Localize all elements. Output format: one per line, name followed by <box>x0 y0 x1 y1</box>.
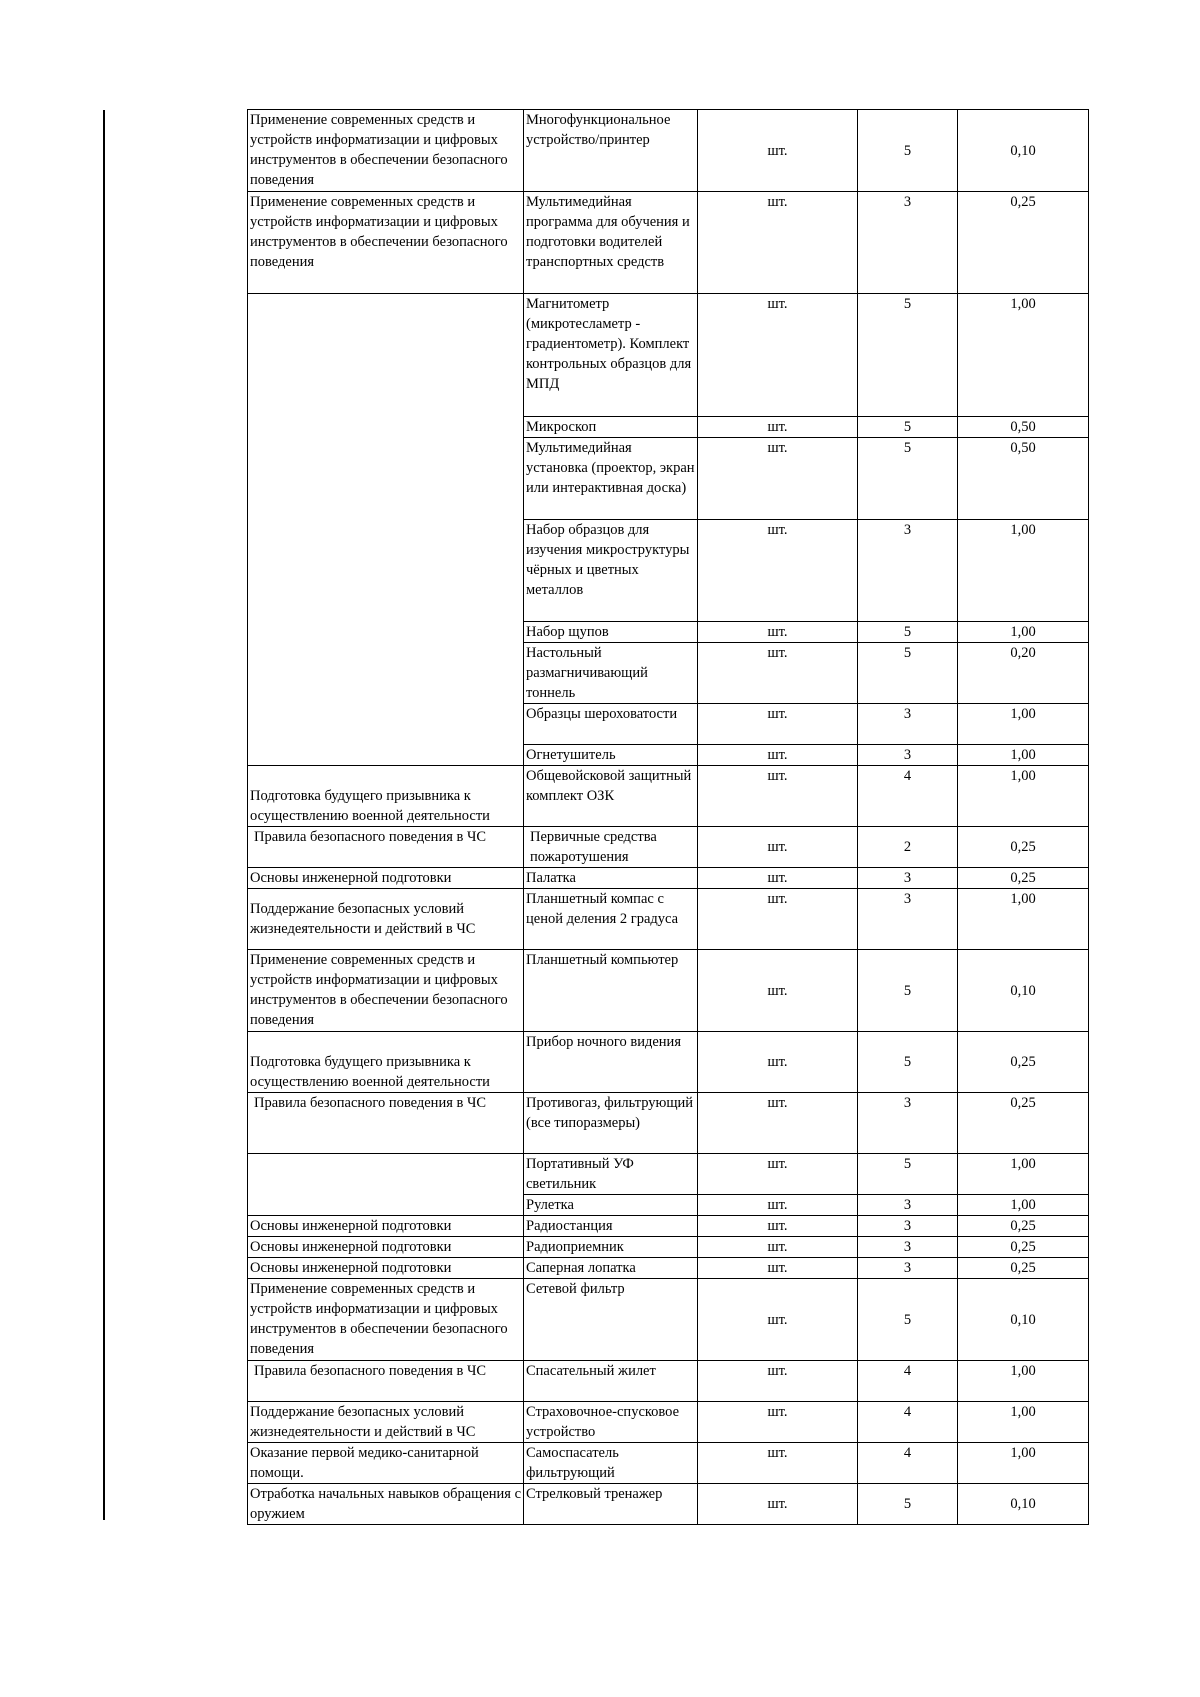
equipment-table <box>247 109 1089 1525</box>
section-cell: Правила безопасного поведения в ЧС <box>248 827 524 868</box>
qty-cell: 2 <box>858 827 958 868</box>
coef-cell: 0,25 <box>958 1093 1089 1154</box>
item-cell: Самоспасатель фильтрующий <box>524 1443 698 1484</box>
section-cell: Правила безопасного поведения в ЧС <box>248 1361 524 1402</box>
item-cell: Первичные средства пожаротушения <box>524 827 698 868</box>
qty-cell: 3 <box>858 745 958 766</box>
unit-cell: шт. <box>698 1237 858 1258</box>
item-cell: Радиостанция <box>524 1216 698 1237</box>
coef-cell: 0,25 <box>958 1032 1089 1093</box>
qty-cell: 5 <box>858 438 958 520</box>
item-cell: Мультимедийная установка (проектор, экран или интерактивная доска) <box>524 438 698 520</box>
coef-cell: 0,20 <box>958 643 1089 704</box>
item-cell: Рулетка <box>524 1195 698 1216</box>
item-cell: Планшетный компас с ценой деления 2 градуса <box>524 889 698 950</box>
section-cell: Применение современных средств и устройств информатизации и цифровых инструментов в обеспечении безопасного поведения <box>248 1279 524 1361</box>
coef-cell: 1,00 <box>958 745 1089 766</box>
qty-cell: 3 <box>858 192 958 294</box>
qty-cell: 5 <box>858 1154 958 1195</box>
unit-cell: шт. <box>698 438 858 520</box>
qty-cell: 3 <box>858 1093 958 1154</box>
table-row <box>248 1258 1089 1279</box>
section-cell: Подготовка будущего призывника к осуществлению военной деятельности <box>248 1032 524 1093</box>
unit-cell: шт. <box>698 1361 858 1402</box>
qty-cell: 3 <box>858 1216 958 1237</box>
unit-cell: шт. <box>698 643 858 704</box>
coef-cell: 1,00 <box>958 1195 1089 1216</box>
coef-cell: 1,00 <box>958 1402 1089 1443</box>
table-row <box>248 868 1089 889</box>
coef-cell: 0,25 <box>958 1237 1089 1258</box>
section-cell: Применение современных средств и устройств информатизации и цифровых инструментов в обеспечении безопасного поведения <box>248 950 524 1032</box>
table-row <box>248 1443 1089 1484</box>
table-row <box>248 294 1089 417</box>
qty-cell: 5 <box>858 417 958 438</box>
table-row <box>248 950 1089 1032</box>
unit-cell: шт. <box>698 1032 858 1093</box>
unit-cell: шт. <box>698 1258 858 1279</box>
unit-cell: шт. <box>698 766 858 827</box>
table-row <box>248 1361 1089 1402</box>
coef-cell: 1,00 <box>958 294 1089 417</box>
unit-cell: шт. <box>698 1279 858 1361</box>
item-cell: Магнитометр (микротесламетр - градиентометр). Комплект контрольных образцов для МПД <box>524 294 698 417</box>
unit-cell: шт. <box>698 868 858 889</box>
table-row <box>248 1093 1089 1154</box>
section-cell: Подготовка будущего призывника к осуществлению военной деятельности <box>248 766 524 827</box>
item-cell: Страховочное-спусковое устройство <box>524 1402 698 1443</box>
item-cell: Радиоприемник <box>524 1237 698 1258</box>
item-cell: Микроскоп <box>524 417 698 438</box>
coef-cell: 0,10 <box>958 1484 1089 1525</box>
coef-cell: 1,00 <box>958 1361 1089 1402</box>
coef-cell: 1,00 <box>958 520 1089 622</box>
section-cell: Основы инженерной подготовки <box>248 1216 524 1237</box>
unit-cell: шт. <box>698 1216 858 1237</box>
qty-cell: 3 <box>858 520 958 622</box>
coef-cell: 0,10 <box>958 1279 1089 1361</box>
unit-cell: шт. <box>698 1443 858 1484</box>
unit-cell: шт. <box>698 1154 858 1195</box>
qty-cell: 3 <box>858 1258 958 1279</box>
qty-cell: 5 <box>858 1484 958 1525</box>
item-cell: Палатка <box>524 868 698 889</box>
section-cell <box>248 294 524 766</box>
coef-cell: 0,10 <box>958 110 1089 192</box>
item-cell: Мультимедийная программа для обучения и подготовки водителей транспортных средств <box>524 192 698 294</box>
item-cell: Планшетный компьютер <box>524 950 698 1032</box>
unit-cell: шт. <box>698 622 858 643</box>
table-row <box>248 889 1089 950</box>
item-cell: Набор щупов <box>524 622 698 643</box>
table-row <box>248 1216 1089 1237</box>
table-row <box>248 1279 1089 1361</box>
section-cell: Применение современных средств и устройств информатизации и цифровых инструментов в обеспечении безопасного поведения <box>248 110 524 192</box>
page-margin-line <box>103 110 105 1520</box>
coef-cell: 1,00 <box>958 889 1089 950</box>
coef-cell: 1,00 <box>958 1154 1089 1195</box>
qty-cell: 4 <box>858 766 958 827</box>
qty-cell: 3 <box>858 868 958 889</box>
qty-cell: 5 <box>858 110 958 192</box>
section-cell: Оказание первой медико-санитарной помощи. <box>248 1443 524 1484</box>
section-cell: Основы инженерной подготовки <box>248 1237 524 1258</box>
item-cell: Общевойсковой защитный комплект ОЗК <box>524 766 698 827</box>
item-cell: Спасательный жилет <box>524 1361 698 1402</box>
coef-cell: 0,25 <box>958 192 1089 294</box>
unit-cell: шт. <box>698 1093 858 1154</box>
qty-cell: 5 <box>858 622 958 643</box>
item-cell: Набор образцов для изучения микроструктуры чёрных и цветных металлов <box>524 520 698 622</box>
table-row <box>248 827 1089 868</box>
unit-cell: шт. <box>698 1402 858 1443</box>
coef-cell: 1,00 <box>958 766 1089 827</box>
coef-cell: 1,00 <box>958 704 1089 745</box>
qty-cell: 4 <box>858 1402 958 1443</box>
section-cell <box>248 1154 524 1216</box>
table-row <box>248 110 1089 192</box>
item-cell: Огнетушитель <box>524 745 698 766</box>
item-cell: Портативный УФ светильник <box>524 1154 698 1195</box>
table-row <box>248 1402 1089 1443</box>
unit-cell: шт. <box>698 889 858 950</box>
coef-cell: 0,10 <box>958 950 1089 1032</box>
table-row <box>248 1032 1089 1093</box>
unit-cell: шт. <box>698 192 858 294</box>
qty-cell: 5 <box>858 643 958 704</box>
qty-cell: 5 <box>858 950 958 1032</box>
qty-cell: 5 <box>858 1279 958 1361</box>
unit-cell: шт. <box>698 1195 858 1216</box>
unit-cell: шт. <box>698 520 858 622</box>
coef-cell: 0,25 <box>958 827 1089 868</box>
item-cell: Противогаз, фильтрующий (все типоразмеры) <box>524 1093 698 1154</box>
coef-cell: 0,25 <box>958 868 1089 889</box>
item-cell: Прибор ночного видения <box>524 1032 698 1093</box>
qty-cell: 3 <box>858 889 958 950</box>
unit-cell: шт. <box>698 827 858 868</box>
qty-cell: 4 <box>858 1443 958 1484</box>
unit-cell: шт. <box>698 704 858 745</box>
coef-cell: 1,00 <box>958 1443 1089 1484</box>
coef-cell: 0,50 <box>958 438 1089 520</box>
section-cell: Правила безопасного поведения в ЧС <box>248 1093 524 1154</box>
section-cell: Поддержание безопасных условий жизнедеятельности и действий в ЧС <box>248 1402 524 1443</box>
table-row <box>248 1484 1089 1525</box>
section-cell: Отработка начальных навыков обращения с оружием <box>248 1484 524 1525</box>
unit-cell: шт. <box>698 110 858 192</box>
section-cell: Основы инженерной подготовки <box>248 1258 524 1279</box>
coef-cell: 1,00 <box>958 622 1089 643</box>
qty-cell: 3 <box>858 704 958 745</box>
unit-cell: шт. <box>698 417 858 438</box>
item-cell: Саперная лопатка <box>524 1258 698 1279</box>
qty-cell: 4 <box>858 1361 958 1402</box>
item-cell: Настольный размагничивающий тоннель <box>524 643 698 704</box>
unit-cell: шт. <box>698 1484 858 1525</box>
item-cell: Стрелковый тренажер <box>524 1484 698 1525</box>
qty-cell: 3 <box>858 1237 958 1258</box>
item-cell: Многофункциональное устройство/принтер <box>524 110 698 192</box>
qty-cell: 5 <box>858 1032 958 1093</box>
section-cell: Поддержание безопасных условий жизнедеятельности и действий в ЧС <box>248 889 524 950</box>
coef-cell: 0,50 <box>958 417 1089 438</box>
table-row <box>248 1237 1089 1258</box>
unit-cell: шт. <box>698 950 858 1032</box>
qty-cell: 5 <box>858 294 958 417</box>
coef-cell: 0,25 <box>958 1258 1089 1279</box>
table-row <box>248 1154 1089 1195</box>
unit-cell: шт. <box>698 745 858 766</box>
table-row <box>248 192 1089 294</box>
item-cell: Образцы шероховатости <box>524 704 698 745</box>
qty-cell: 3 <box>858 1195 958 1216</box>
item-cell: Сетевой фильтр <box>524 1279 698 1361</box>
unit-cell: шт. <box>698 294 858 417</box>
section-cell: Применение современных средств и устройств информатизации и цифровых инструментов в обеспечении безопасного поведения <box>248 192 524 294</box>
table-row <box>248 766 1089 827</box>
coef-cell: 0,25 <box>958 1216 1089 1237</box>
section-cell: Основы инженерной подготовки <box>248 868 524 889</box>
